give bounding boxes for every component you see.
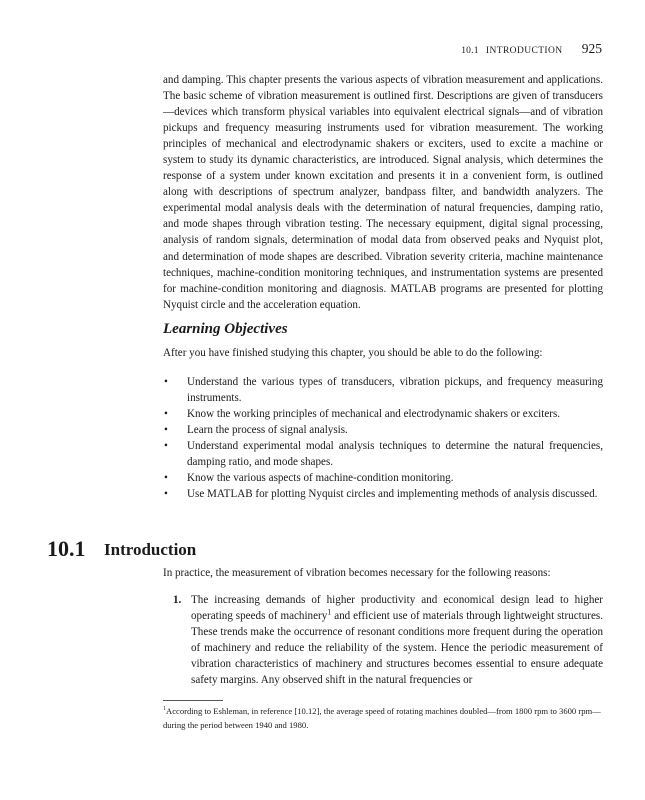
objective-item — [163, 406, 603, 422]
objective-item — [163, 374, 603, 406]
section-intro-paragraph: In practice, the measurement of vibration becomes necessary for the following reasons: — [163, 567, 551, 579]
footnote-text: According to Eshleman, in reference [10.12], the average speed of rotating machines doubled—from 1800 rpm to 3600 rpm—during the period between 1940 and 1980. — [163, 706, 601, 730]
objective-item — [163, 470, 603, 486]
reason-text-part2: and efficient use of materials through lightweight structures. These trends make the occurrence of resonant conditions more frequent during the operation of machinery and reduce the reliability of the system. Hence the periodic measurement of vibration characteristics of machinery and structures becomes essential to ensure adequate safety margins. Any observed shift in the natural frequencies or — [191, 610, 603, 687]
bullet: • — [164, 440, 168, 452]
section-number: 10.1 — [47, 536, 86, 561]
section-title: Introduction — [104, 540, 197, 559]
objective-text: Understand the various types of transducers, vibration pickups, and frequency measuring instruments. — [187, 376, 603, 404]
footnote-divider — [163, 700, 223, 701]
bullet: • — [164, 424, 168, 436]
reasons-list — [163, 592, 603, 688]
footnote-reference[interactable]: 1 — [327, 607, 332, 617]
objective-item — [163, 438, 603, 470]
objective-text: Use MATLAB for plotting Nyquist circles and implementing methods of analysis discussed. — [187, 488, 598, 500]
learning-objectives-intro: After you have finished studying this chapter, you should be able to do the following: — [163, 347, 543, 359]
bullet: • — [164, 472, 168, 484]
running-head-section-title: INTRODUCTION — [485, 46, 563, 56]
objective-text: Understand experimental modal analysis techniques to determine the natural frequencies, damping ratio, and mode shapes. — [187, 440, 603, 468]
running-head — [461, 41, 602, 57]
bullet: • — [164, 376, 168, 388]
bullet: • — [164, 408, 168, 420]
learning-objectives-list — [163, 374, 603, 502]
running-head-section-number: 10.1 — [461, 46, 479, 56]
reason-number: 1. — [173, 594, 182, 606]
objective-text: Know the various aspects of machine-condition monitoring. — [187, 472, 454, 484]
footnote — [163, 704, 603, 732]
objective-item — [163, 486, 603, 502]
objective-text: Learn the process of signal analysis. — [187, 424, 348, 436]
bullet: • — [164, 488, 168, 500]
objective-text: Know the working principles of mechanical and electrodynamic shakers or exciters. — [187, 408, 561, 420]
page-number: 925 — [581, 41, 602, 56]
reason-text-part1: The increasing demands of higher productivity and economical design lead to higher operating speeds of machinery — [191, 594, 603, 623]
objective-item — [163, 422, 603, 438]
learning-objectives-heading: Learning Objectives — [163, 321, 288, 337]
reason-item — [163, 592, 603, 688]
chapter-intro-paragraph: and damping. This chapter presents the various aspects of vibration measurement and applications. The basic scheme of vibration measurement is outlined first. Descriptions are given of transducers—devices which transform physical variables into equivalent electrical signals—and of vibration pickups and frequency measuring instruments used for vibration measurement. The working principles of mechanical and electrodynamic shakers or exciters, used to excite a machine or system to study its dynamic characteristics, are introduced. Signal analysis, which determines the response of a system under known excitation and presents it in a convenient form, is outlined along with descriptions of spectrum analyzer, bandpass filter, and bandwidth analyzers. The experimental modal analysis deals with the determination of natural frequencies, damping ratio, and mode shapes through vibration testing. The necessary equipment, digital signal processing, analysis of random signals, determination of modal data from observed peaks and Nyquist plot, and determination of mode shapes are described. Vibration severity criteria, machine maintenance techniques, machine-condition monitoring techniques, and instrumentation systems are presented for machine-condition monitoring and diagnosis. MATLAB programs are presented for plotting Nyquist circle and the acceleration equation. — [163, 74, 603, 311]
footnote-mark: 1 — [163, 706, 166, 713]
